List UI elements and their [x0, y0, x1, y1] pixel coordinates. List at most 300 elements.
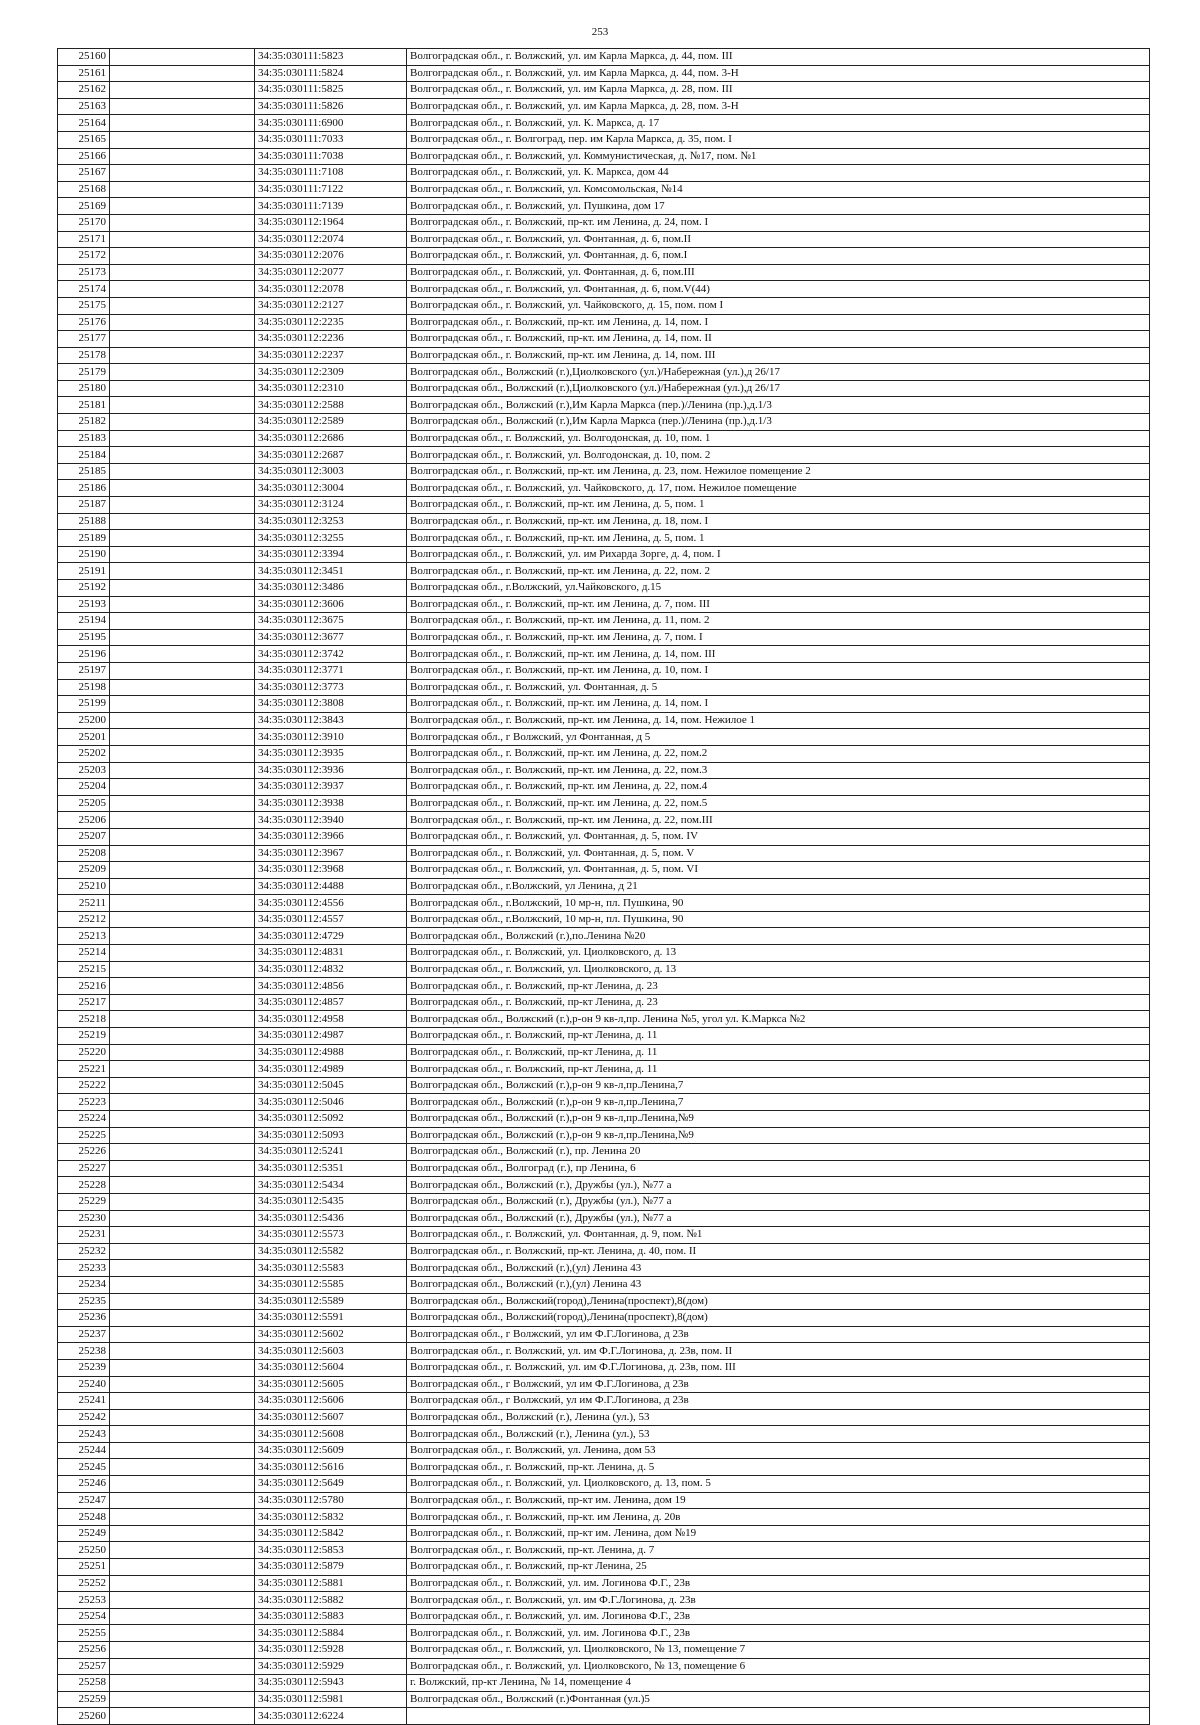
- table-row: [58, 447, 1150, 464]
- table-row: [58, 1243, 1150, 1260]
- address-cell: Волгоградская обл., г. Волжский, ул. Фонтанная, д. 5: [407, 679, 1150, 696]
- address-cell: Волгоградская обл., Волжский (г.),(ул) Ленина 43: [407, 1276, 1150, 1293]
- table-row: [58, 1459, 1150, 1476]
- cadastral-number-cell: 34:35:030112:6224: [255, 1708, 407, 1725]
- empty-cell: [110, 779, 255, 796]
- table-row: [58, 745, 1150, 762]
- empty-cell: [110, 1227, 255, 1244]
- table-row: [58, 994, 1150, 1011]
- empty-cell: [110, 1459, 255, 1476]
- address-cell: Волгоградская обл., г. Волжский, ул. им Ф.Г.Логинова, д. 23в, пом. III: [407, 1359, 1150, 1376]
- table-row: [58, 131, 1150, 148]
- cadastral-number-cell: 34:35:030112:3677: [255, 629, 407, 646]
- empty-cell: [110, 297, 255, 314]
- cadastral-number-cell: 34:35:030112:4989: [255, 1061, 407, 1078]
- row-number-cell: 25160: [58, 49, 110, 66]
- row-number-cell: 25239: [58, 1359, 110, 1376]
- row-number-cell: 25177: [58, 331, 110, 348]
- cadastral-number-cell: 34:35:030112:3606: [255, 596, 407, 613]
- row-number-cell: 25234: [58, 1276, 110, 1293]
- empty-cell: [110, 1144, 255, 1161]
- table-row: [58, 1011, 1150, 1028]
- empty-cell: [110, 380, 255, 397]
- address-cell: Волгоградская обл., г. Волжский, ул. Чайковского, д. 17, пом. Нежилое помещение: [407, 480, 1150, 497]
- row-number-cell: 25184: [58, 447, 110, 464]
- address-cell: Волгоградская обл., г. Волжский, пр-кт. им Ленина, д. 10, пом. I: [407, 662, 1150, 679]
- address-cell: Волгоградская обл., г. Волжский, пр-кт. им Ленина, д. 22, пом.4: [407, 779, 1150, 796]
- row-number-cell: 25209: [58, 862, 110, 879]
- address-cell: Волгоградская обл., г. Волжский, ул. им Карла Маркса, д. 28, пом. III: [407, 82, 1150, 99]
- cadastral-number-cell: 34:35:030112:3935: [255, 745, 407, 762]
- cadastral-number-cell: 34:35:030112:5607: [255, 1409, 407, 1426]
- cadastral-number-cell: 34:35:030112:5603: [255, 1343, 407, 1360]
- address-cell: Волгоградская обл., Волжский (г.),р-он 9 кв-л,пр. Ленина №5, угол ул. К.Маркса №2: [407, 1011, 1150, 1028]
- table-row: [58, 264, 1150, 281]
- table-row: [58, 414, 1150, 431]
- table-row: [58, 828, 1150, 845]
- cadastral-number-cell: 34:35:030112:3675: [255, 613, 407, 630]
- address-cell: г. Волжский, пр-кт Ленина, № 14, помещение 4: [407, 1675, 1150, 1692]
- address-cell: Волгоградская обл., г. Волжский, ул. Волгодонская, д. 10, пом. 2: [407, 447, 1150, 464]
- address-cell: Волгоградская обл., г. Волжский, пр-кт. им Ленина, д. 14, пом. III: [407, 347, 1150, 364]
- table-row: [58, 148, 1150, 165]
- empty-cell: [110, 696, 255, 713]
- address-cell: Волгоградская обл., Волжский (г.),р-он 9 кв-л,пр.Ленина,7: [407, 1094, 1150, 1111]
- empty-cell: [110, 414, 255, 431]
- cadastral-number-cell: 34:35:030112:5434: [255, 1177, 407, 1194]
- empty-cell: [110, 447, 255, 464]
- empty-cell: [110, 1326, 255, 1343]
- table-row: [58, 1575, 1150, 1592]
- row-number-cell: 25220: [58, 1044, 110, 1061]
- empty-cell: [110, 1028, 255, 1045]
- row-number-cell: 25197: [58, 662, 110, 679]
- empty-cell: [110, 98, 255, 115]
- address-cell: Волгоградская обл., Волжский (г.), Дружбы (ул.), №77 а: [407, 1210, 1150, 1227]
- address-cell: Волгоградская обл., г. Волжский, пр-кт им. Ленина, дом 19: [407, 1492, 1150, 1509]
- empty-cell: [110, 662, 255, 679]
- address-cell: Волгоградская обл., г. Волжский, пр-кт. им Ленина, д. 14, пом. Нежилое 1: [407, 712, 1150, 729]
- row-number-cell: 25171: [58, 231, 110, 248]
- address-cell: Волгоградская обл., г. Волжский, ул. К. Маркса, дом 44: [407, 165, 1150, 182]
- table-row: [58, 1127, 1150, 1144]
- table-row: [58, 1326, 1150, 1343]
- address-cell: Волгоградская обл., г. Волжский, пр-кт. им Ленина, д. 23, пом. Нежилое помещение 2: [407, 463, 1150, 480]
- row-number-cell: 25257: [58, 1658, 110, 1675]
- address-cell: Волгоградская обл., г. Волжский, пр-кт. им Ленина, д. 14, пом. III: [407, 646, 1150, 663]
- address-cell: Волгоградская обл., г Волжский, ул им Ф.Г.Логинова, д 23в: [407, 1326, 1150, 1343]
- address-cell: Волгоградская обл., г. Волжский, пр-кт. им Ленина, д. 22, пом. 2: [407, 563, 1150, 580]
- empty-cell: [110, 828, 255, 845]
- cadastral-number-cell: 34:35:030112:5929: [255, 1658, 407, 1675]
- empty-cell: [110, 82, 255, 99]
- address-cell: Волгоградская обл., Волжский (г.), Дружбы (ул.), №77 а: [407, 1177, 1150, 1194]
- empty-cell: [110, 1111, 255, 1128]
- table-row: [58, 945, 1150, 962]
- row-number-cell: 25218: [58, 1011, 110, 1028]
- row-number-cell: 25240: [58, 1376, 110, 1393]
- cadastral-number-cell: 34:35:030112:3003: [255, 463, 407, 480]
- table-row: [58, 1227, 1150, 1244]
- address-cell: Волгоградская обл., г. Волжский, ул. Циолковского, № 13, помещение 6: [407, 1658, 1150, 1675]
- cadastral-number-cell: 34:35:030112:5092: [255, 1111, 407, 1128]
- table-row: [58, 978, 1150, 995]
- table-row: [58, 397, 1150, 414]
- empty-cell: [110, 115, 255, 132]
- cadastral-number-cell: 34:35:030112:3742: [255, 646, 407, 663]
- row-number-cell: 25169: [58, 198, 110, 215]
- table-row: [58, 1426, 1150, 1443]
- cadastral-number-cell: 34:35:030112:3808: [255, 696, 407, 713]
- table-row: [58, 1658, 1150, 1675]
- table-row: [58, 430, 1150, 447]
- table-row: [58, 480, 1150, 497]
- row-number-cell: 25254: [58, 1608, 110, 1625]
- empty-cell: [110, 978, 255, 995]
- row-number-cell: 25232: [58, 1243, 110, 1260]
- table-row: [58, 115, 1150, 132]
- address-cell: Волгоградская обл., г. Волжский, ул. Фонтанная, д. 6, пом.I: [407, 248, 1150, 265]
- empty-cell: [110, 1393, 255, 1410]
- address-cell: Волгоградская обл., Волжский (г.),р-он 9 кв-л,пр.Ленина,7: [407, 1077, 1150, 1094]
- table-row: [58, 1260, 1150, 1277]
- address-cell: Волгоградская обл., г. Волжский, ул. Чайковского, д. 15, пом. пом I: [407, 297, 1150, 314]
- cadastral-number-cell: 34:35:030112:5853: [255, 1542, 407, 1559]
- row-number-cell: 25202: [58, 745, 110, 762]
- table-row: [58, 911, 1150, 928]
- table-row: [58, 1077, 1150, 1094]
- table-row: [58, 961, 1150, 978]
- address-cell: Волгоградская обл., г. Волжский, пр-кт. Ленина, д. 5: [407, 1459, 1150, 1476]
- address-cell: Волгоградская обл., г. Волжский, ул. им Ф.Г.Логинова, д. 23в: [407, 1592, 1150, 1609]
- cadastral-number-cell: 34:35:030111:7139: [255, 198, 407, 215]
- empty-cell: [110, 530, 255, 547]
- table-row: [58, 281, 1150, 298]
- empty-cell: [110, 1675, 255, 1692]
- row-number-cell: 25219: [58, 1028, 110, 1045]
- address-cell: Волгоградская обл., г. Волжский, ул. им Карла Маркса, д. 28, пом. 3-Н: [407, 98, 1150, 115]
- empty-cell: [110, 762, 255, 779]
- cadastral-number-cell: 34:35:030112:5981: [255, 1691, 407, 1708]
- cadastral-number-cell: 34:35:030112:5435: [255, 1193, 407, 1210]
- row-number-cell: 25196: [58, 646, 110, 663]
- cadastral-number-cell: 34:35:030111:7122: [255, 181, 407, 198]
- row-number-cell: 25194: [58, 613, 110, 630]
- empty-cell: [110, 131, 255, 148]
- address-cell: Волгоградская обл., г. Волжский, ул. К. Маркса, д. 17: [407, 115, 1150, 132]
- table-row: [58, 928, 1150, 945]
- cadastral-number-cell: 34:35:030112:2687: [255, 447, 407, 464]
- empty-cell: [110, 65, 255, 82]
- address-cell: Волгоградская обл., г. Волжский, ул. Циолковского, № 13, помещение 7: [407, 1642, 1150, 1659]
- address-cell: Волгоградская обл., г. Волжский, пр-кт. им Ленина, д. 7, пом. III: [407, 596, 1150, 613]
- row-number-cell: 25162: [58, 82, 110, 99]
- address-cell: Волгоградская обл., Волжский (г.),Им Карла Маркса (пер.)/Ленина (пр.),д.1/3: [407, 397, 1150, 414]
- address-cell: Волгоградская обл., г. Волжский, пр-кт. им Ленина, д. 14, пом. I: [407, 314, 1150, 331]
- empty-cell: [110, 165, 255, 182]
- cadastral-number-cell: 34:35:030111:7038: [255, 148, 407, 165]
- table-row: [58, 1343, 1150, 1360]
- empty-cell: [110, 1094, 255, 1111]
- empty-cell: [110, 1442, 255, 1459]
- row-number-cell: 25248: [58, 1509, 110, 1526]
- row-number-cell: 25217: [58, 994, 110, 1011]
- table-row: [58, 331, 1150, 348]
- cadastral-number-cell: 34:35:030111:6900: [255, 115, 407, 132]
- cadastral-number-cell: 34:35:030112:5585: [255, 1276, 407, 1293]
- empty-cell: [110, 745, 255, 762]
- row-number-cell: 25226: [58, 1144, 110, 1161]
- cadastral-number-cell: 34:35:030112:3937: [255, 779, 407, 796]
- empty-cell: [110, 347, 255, 364]
- empty-cell: [110, 895, 255, 912]
- cadastral-number-cell: 34:35:030112:5093: [255, 1127, 407, 1144]
- row-number-cell: 25245: [58, 1459, 110, 1476]
- address-cell: Волгоградская обл., г. Волжский, пр-кт Ленина, д. 11: [407, 1044, 1150, 1061]
- empty-cell: [110, 314, 255, 331]
- table-row: [58, 65, 1150, 82]
- cadastral-number-cell: 34:35:030112:4557: [255, 911, 407, 928]
- row-number-cell: 25170: [58, 214, 110, 231]
- table-row: [58, 1393, 1150, 1410]
- empty-cell: [110, 994, 255, 1011]
- empty-cell: [110, 945, 255, 962]
- table-row: [58, 696, 1150, 713]
- row-number-cell: 25214: [58, 945, 110, 962]
- table-row: [58, 679, 1150, 696]
- table-row: [58, 1525, 1150, 1542]
- cadastral-number-cell: 34:35:030112:3910: [255, 729, 407, 746]
- cadastral-number-cell: 34:35:030111:7108: [255, 165, 407, 182]
- cadastral-number-cell: 34:35:030112:5928: [255, 1642, 407, 1659]
- address-cell: Волгоградская обл., г. Волжский, пр-кт. им Ленина, д. 11, пом. 2: [407, 613, 1150, 630]
- row-number-cell: 25207: [58, 828, 110, 845]
- row-number-cell: 25222: [58, 1077, 110, 1094]
- cadastral-number-cell: 34:35:030112:4988: [255, 1044, 407, 1061]
- cadastral-number-cell: 34:35:030112:4556: [255, 895, 407, 912]
- row-number-cell: 25183: [58, 430, 110, 447]
- table-row: [58, 812, 1150, 829]
- row-number-cell: 25246: [58, 1476, 110, 1493]
- address-cell: Волгоградская обл., Волжский (г.),по.Ленина №20: [407, 928, 1150, 945]
- empty-cell: [110, 1061, 255, 1078]
- cadastral-number-cell: 34:35:030112:5608: [255, 1426, 407, 1443]
- address-cell: Волгоградская обл., г. Волжский, пр-кт Ленина, д. 23: [407, 978, 1150, 995]
- empty-cell: [110, 1691, 255, 1708]
- cadastral-number-cell: 34:35:030112:2078: [255, 281, 407, 298]
- table-row: [58, 297, 1150, 314]
- address-cell: Волгоградская обл., г. Волжский, пр-кт Ленина, д. 23: [407, 994, 1150, 1011]
- table-row: [58, 878, 1150, 895]
- address-cell: Волгоградская обл., г. Волжский, ул. Фонтанная, д. 5, пом. VI: [407, 862, 1150, 879]
- address-cell: Волгоградская обл., г. Волжский, ул. Циолковского, д. 13, пом. 5: [407, 1476, 1150, 1493]
- table-row: [58, 1476, 1150, 1493]
- address-cell: Волгоградская обл., г. Волжский, пр-кт. им Ленина, д. 22, пом.2: [407, 745, 1150, 762]
- address-cell: Волгоградская обл., г. Волжский, ул. им Ф.Г.Логинова, д. 23в, пом. II: [407, 1343, 1150, 1360]
- empty-cell: [110, 1592, 255, 1609]
- empty-cell: [110, 1476, 255, 1493]
- row-number-cell: 25215: [58, 961, 110, 978]
- cadastral-number-cell: 34:35:030112:5604: [255, 1359, 407, 1376]
- row-number-cell: 25252: [58, 1575, 110, 1592]
- empty-cell: [110, 1575, 255, 1592]
- table-row: [58, 1625, 1150, 1642]
- address-cell: Волгоградская обл., г. Волжский, ул. им Рихарда Зорге, д. 4, пом. I: [407, 546, 1150, 563]
- address-cell: Волгоградская обл., г. Волжский, пр-кт. им Ленина, д. 22, пом.3: [407, 762, 1150, 779]
- table-row: [58, 1061, 1150, 1078]
- cadastral-number-cell: 34:35:030112:3938: [255, 795, 407, 812]
- address-cell: Волгоградская обл., г. Волгоград, пер. им Карла Маркса, д. 35, пом. I: [407, 131, 1150, 148]
- table-row: [58, 895, 1150, 912]
- address-cell: Волгоградская обл., г. Волжский, ул. им. Логинова Ф.Г., 23в: [407, 1575, 1150, 1592]
- row-number-cell: 25243: [58, 1426, 110, 1443]
- cadastral-number-cell: 34:35:030112:5609: [255, 1442, 407, 1459]
- address-cell: Волгоградская обл., Волжский(город),Ленина(проспект),8(дом): [407, 1310, 1150, 1327]
- cadastral-number-cell: 34:35:030112:2686: [255, 430, 407, 447]
- empty-cell: [110, 1077, 255, 1094]
- table-row: [58, 862, 1150, 879]
- cadastral-number-cell: 34:35:030112:2074: [255, 231, 407, 248]
- empty-cell: [110, 1426, 255, 1443]
- cadastral-number-cell: 34:35:030112:3966: [255, 828, 407, 845]
- cadastral-number-cell: 34:35:030112:2237: [255, 347, 407, 364]
- cadastral-number-cell: 34:35:030112:5780: [255, 1492, 407, 1509]
- address-cell: Волгоградская обл., г. Волжский, ул. Фонтанная, д. 5, пом. IV: [407, 828, 1150, 845]
- cadastral-number-cell: 34:35:030112:5589: [255, 1293, 407, 1310]
- address-cell: Волгоградская обл., г. Волжский, пр-кт. им Ленина, д. 24, пом. I: [407, 214, 1150, 231]
- row-number-cell: 25206: [58, 812, 110, 829]
- row-number-cell: 25208: [58, 845, 110, 862]
- cadastral-number-cell: 34:35:030111:5825: [255, 82, 407, 99]
- empty-cell: [110, 480, 255, 497]
- empty-cell: [110, 795, 255, 812]
- cadastral-number-cell: 34:35:030112:4729: [255, 928, 407, 945]
- row-number-cell: 25182: [58, 414, 110, 431]
- empty-cell: [110, 613, 255, 630]
- address-cell: Волгоградская обл., г. Волжский, ул. Комсомольская, №14: [407, 181, 1150, 198]
- empty-cell: [110, 1127, 255, 1144]
- empty-cell: [110, 596, 255, 613]
- row-number-cell: 25228: [58, 1177, 110, 1194]
- cadastral-number-cell: 34:35:030112:3967: [255, 845, 407, 862]
- cadastral-number-cell: 34:35:030112:5883: [255, 1608, 407, 1625]
- address-cell: Волгоградская обл., г. Волжский, ул. Фонтанная, д. 6, пом.II: [407, 231, 1150, 248]
- cadastral-number-cell: 34:35:030112:3004: [255, 480, 407, 497]
- row-number-cell: 25189: [58, 530, 110, 547]
- cadastral-number-cell: 34:35:030112:3451: [255, 563, 407, 580]
- row-number-cell: 25212: [58, 911, 110, 928]
- table-row: [58, 1293, 1150, 1310]
- row-number-cell: 25161: [58, 65, 110, 82]
- cadastral-number-cell: 34:35:030112:4832: [255, 961, 407, 978]
- table-row: [58, 1708, 1150, 1725]
- address-cell: Волгоградская обл., г. Волжский, пр-кт. им Ленина, д. 5, пом. 1: [407, 530, 1150, 547]
- cadastral-number-cell: 34:35:030112:2236: [255, 331, 407, 348]
- row-number-cell: 25201: [58, 729, 110, 746]
- address-cell: Волгоградская обл., г. Волжский, пр-кт им. Ленина, дом №19: [407, 1525, 1150, 1542]
- table-row: [58, 629, 1150, 646]
- address-cell: Волгоградская обл., г. Волжский, ул. Коммунистическая, д. №17, пом. №1: [407, 148, 1150, 165]
- cadastral-number-cell: 34:35:030112:3843: [255, 712, 407, 729]
- address-cell: Волгоградская обл., Волжский (г.), Ленина (ул.), 53: [407, 1409, 1150, 1426]
- row-number-cell: 25163: [58, 98, 110, 115]
- row-number-cell: 25179: [58, 364, 110, 381]
- empty-cell: [110, 911, 255, 928]
- empty-cell: [110, 1193, 255, 1210]
- row-number-cell: 25176: [58, 314, 110, 331]
- cadastral-number-cell: 34:35:030112:4857: [255, 994, 407, 1011]
- row-number-cell: 25195: [58, 629, 110, 646]
- address-cell: Волгоградская обл., г. Волжский, пр-кт Ленина, д. 11: [407, 1061, 1150, 1078]
- row-number-cell: 25237: [58, 1326, 110, 1343]
- address-cell: Волгоградская обл., Волжский(город),Ленина(проспект),8(дом): [407, 1293, 1150, 1310]
- address-cell: Волгоградская обл., г. Волжский, ул. Фонтанная, д. 6, пом.V(44): [407, 281, 1150, 298]
- cadastral-number-cell: 34:35:030112:5832: [255, 1509, 407, 1526]
- cadastral-number-cell: 34:35:030112:4488: [255, 878, 407, 895]
- address-cell: Волгоградская обл., г. Волжский, пр-кт. им Ленина, д. 22, пом.III: [407, 812, 1150, 829]
- address-cell: Волгоградская обл., Волжский (г.),р-он 9 кв-л,пр.Ленина,№9: [407, 1111, 1150, 1128]
- table-row: [58, 1592, 1150, 1609]
- table-row: [58, 198, 1150, 215]
- empty-cell: [110, 812, 255, 829]
- empty-cell: [110, 397, 255, 414]
- address-cell: Волгоградская обл., Волжский (г.),Циолковского (ул.)/Набережная (ул.),д 26/17: [407, 364, 1150, 381]
- empty-cell: [110, 497, 255, 514]
- row-number-cell: 25198: [58, 679, 110, 696]
- empty-cell: [110, 1011, 255, 1028]
- empty-cell: [110, 961, 255, 978]
- table-row: [58, 214, 1150, 231]
- empty-cell: [110, 1243, 255, 1260]
- address-cell: Волгоградская обл., г. Волжский, пр-кт Ленина, д. 11: [407, 1028, 1150, 1045]
- cadastral-number-cell: 34:35:030112:5606: [255, 1393, 407, 1410]
- empty-cell: [110, 1310, 255, 1327]
- row-number-cell: 25242: [58, 1409, 110, 1426]
- empty-cell: [110, 513, 255, 530]
- table-row: [58, 1144, 1150, 1161]
- cadastral-number-cell: 34:35:030112:3968: [255, 862, 407, 879]
- row-number-cell: 25168: [58, 181, 110, 198]
- empty-cell: [110, 1293, 255, 1310]
- row-number-cell: 25255: [58, 1625, 110, 1642]
- table-row: [58, 347, 1150, 364]
- table-row: [58, 1608, 1150, 1625]
- row-number-cell: 25233: [58, 1260, 110, 1277]
- cadastral-number-cell: 34:35:030112:5573: [255, 1227, 407, 1244]
- row-number-cell: 25256: [58, 1642, 110, 1659]
- empty-cell: [110, 1343, 255, 1360]
- empty-cell: [110, 181, 255, 198]
- row-number-cell: 25180: [58, 380, 110, 397]
- row-number-cell: 25204: [58, 779, 110, 796]
- cadastral-number-cell: 34:35:030112:5602: [255, 1326, 407, 1343]
- row-number-cell: 25249: [58, 1525, 110, 1542]
- row-number-cell: 25185: [58, 463, 110, 480]
- empty-cell: [110, 281, 255, 298]
- table-row: [58, 1675, 1150, 1692]
- cadastral-number-cell: 34:35:030111:5826: [255, 98, 407, 115]
- table-row: [58, 463, 1150, 480]
- table-row: [58, 1691, 1150, 1708]
- cadastral-number-cell: 34:35:030112:5045: [255, 1077, 407, 1094]
- row-number-cell: 25203: [58, 762, 110, 779]
- row-number-cell: 25213: [58, 928, 110, 945]
- empty-cell: [110, 1708, 255, 1725]
- row-number-cell: 25181: [58, 397, 110, 414]
- table-row: [58, 580, 1150, 597]
- row-number-cell: 25250: [58, 1542, 110, 1559]
- address-cell: Волгоградская обл., г. Волжский, ул. им. Логинова Ф.Г., 23в: [407, 1608, 1150, 1625]
